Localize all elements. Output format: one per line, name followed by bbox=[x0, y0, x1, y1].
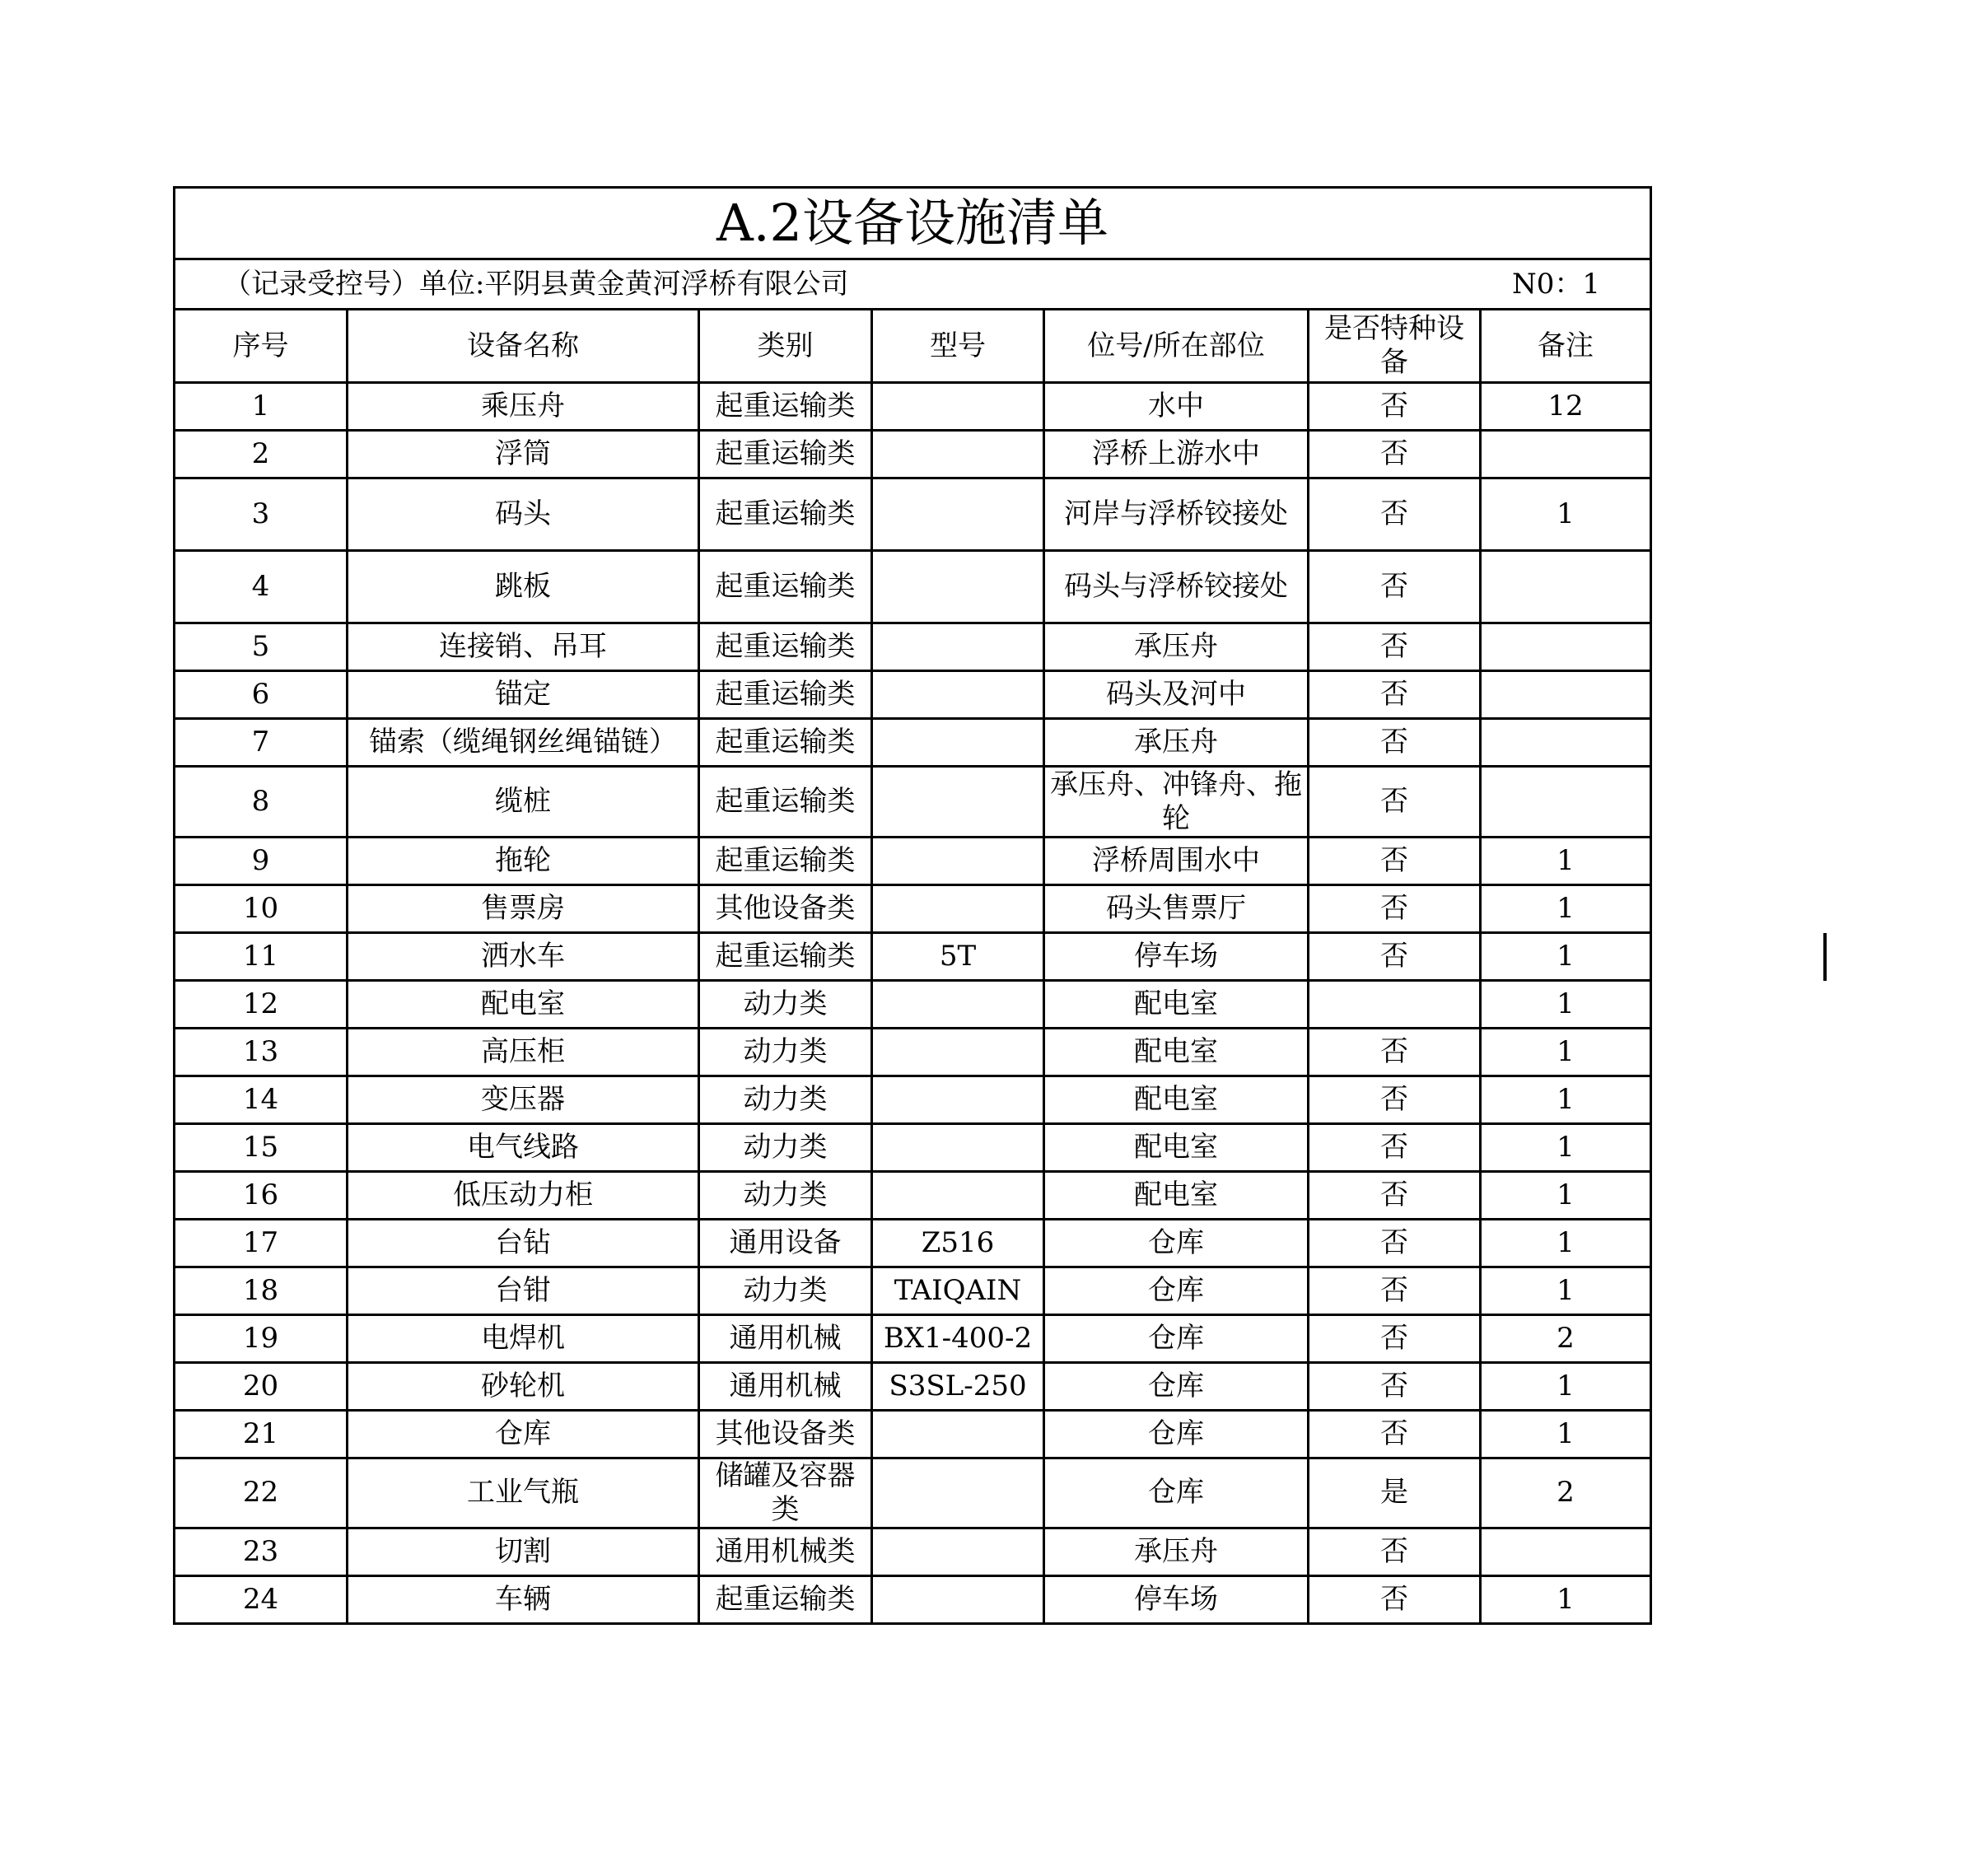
cell-special: 是 bbox=[1309, 1458, 1481, 1528]
cell-location: 仓库 bbox=[1044, 1220, 1309, 1267]
cell-no: 20 bbox=[175, 1363, 348, 1411]
cell-no: 4 bbox=[175, 551, 348, 623]
cell-remark: 1 bbox=[1481, 981, 1651, 1029]
cell-name: 电焊机 bbox=[348, 1315, 699, 1363]
table-row bbox=[175, 719, 1651, 767]
cell-name: 砂轮机 bbox=[348, 1363, 699, 1411]
table-row bbox=[175, 1172, 1651, 1220]
cell-model: S3SL-250 bbox=[872, 1363, 1044, 1411]
cell-category: 动力类 bbox=[699, 1172, 872, 1220]
cell-special bbox=[1309, 981, 1481, 1029]
cell-model: 5T bbox=[872, 933, 1044, 981]
cell-location: 承压舟 bbox=[1044, 623, 1309, 671]
cell-category: 起重运输类 bbox=[699, 383, 872, 431]
cell-name: 锚定 bbox=[348, 671, 699, 719]
table-row bbox=[175, 1029, 1651, 1076]
cell-model bbox=[872, 1411, 1044, 1458]
cell-location: 仓库 bbox=[1044, 1267, 1309, 1315]
cell-model bbox=[872, 1029, 1044, 1076]
cell-location: 停车场 bbox=[1044, 1575, 1309, 1623]
table-row bbox=[175, 981, 1651, 1029]
cell-remark bbox=[1481, 431, 1651, 478]
header-location: 位号/所在部位 bbox=[1044, 310, 1309, 383]
cell-special: 否 bbox=[1309, 1076, 1481, 1124]
sheet-title: A.2设备设施清单 bbox=[175, 188, 1651, 259]
cell-location: 停车场 bbox=[1044, 933, 1309, 981]
cell-category: 起重运输类 bbox=[699, 431, 872, 478]
cell-special: 否 bbox=[1309, 1528, 1481, 1575]
cell-model bbox=[872, 478, 1044, 551]
cell-location: 仓库 bbox=[1044, 1458, 1309, 1528]
cell-category: 其他设备类 bbox=[699, 1411, 872, 1458]
cell-category: 通用设备 bbox=[699, 1220, 872, 1267]
cell-model: BX1-400-2 bbox=[872, 1315, 1044, 1363]
cell-location: 仓库 bbox=[1044, 1315, 1309, 1363]
cell-remark: 1 bbox=[1481, 1076, 1651, 1124]
cell-location: 配电室 bbox=[1044, 1029, 1309, 1076]
cell-no: 6 bbox=[175, 671, 348, 719]
cell-name: 锚索（缆绳钢丝绳锚链） bbox=[348, 719, 699, 767]
cell-remark: 1 bbox=[1481, 933, 1651, 981]
cell-name: 切割 bbox=[348, 1528, 699, 1575]
cell-location: 浮桥周围水中 bbox=[1044, 838, 1309, 885]
cell-no: 17 bbox=[175, 1220, 348, 1267]
cell-model bbox=[872, 1458, 1044, 1528]
cell-category: 起重运输类 bbox=[699, 767, 872, 838]
cell-model: TAIQAIN bbox=[872, 1267, 1044, 1315]
cell-no: 22 bbox=[175, 1458, 348, 1528]
cell-model bbox=[872, 1124, 1044, 1172]
cell-category: 储罐及容器类 bbox=[699, 1458, 872, 1528]
cell-model bbox=[872, 719, 1044, 767]
cell-no: 10 bbox=[175, 885, 348, 933]
header-no: 序号 bbox=[175, 310, 348, 383]
cell-special: 否 bbox=[1309, 933, 1481, 981]
equipment-list-table bbox=[173, 186, 1652, 1625]
cell-category: 通用机械 bbox=[699, 1315, 872, 1363]
table-row bbox=[175, 551, 1651, 623]
table-row bbox=[175, 1315, 1651, 1363]
cell-name: 仓库 bbox=[348, 1411, 699, 1458]
cell-no: 16 bbox=[175, 1172, 348, 1220]
table-row bbox=[175, 478, 1651, 551]
cell-no: 11 bbox=[175, 933, 348, 981]
cell-remark bbox=[1481, 719, 1651, 767]
table-row bbox=[175, 885, 1651, 933]
cell-category: 动力类 bbox=[699, 1124, 872, 1172]
cell-special: 否 bbox=[1309, 1267, 1481, 1315]
cell-no: 24 bbox=[175, 1575, 348, 1623]
cell-no: 12 bbox=[175, 981, 348, 1029]
table-row bbox=[175, 1575, 1651, 1623]
cell-location: 承压舟 bbox=[1044, 719, 1309, 767]
cell-remark: 2 bbox=[1481, 1315, 1651, 1363]
cell-category: 起重运输类 bbox=[699, 671, 872, 719]
cell-remark: 1 bbox=[1481, 1575, 1651, 1623]
table-row bbox=[175, 1076, 1651, 1124]
header-remark: 备注 bbox=[1481, 310, 1651, 383]
cell-special: 否 bbox=[1309, 383, 1481, 431]
header-special: 是否特种设备 bbox=[1309, 310, 1481, 383]
cell-location: 仓库 bbox=[1044, 1363, 1309, 1411]
cell-location: 承压舟 bbox=[1044, 1528, 1309, 1575]
unit-label: （记录受控号）单位:平阴县黄金黄河浮桥有限公司 bbox=[223, 267, 849, 301]
header-name: 设备名称 bbox=[348, 310, 699, 383]
cell-special: 否 bbox=[1309, 623, 1481, 671]
cell-name: 跳板 bbox=[348, 551, 699, 623]
cell-location: 配电室 bbox=[1044, 1076, 1309, 1124]
cell-special: 否 bbox=[1309, 838, 1481, 885]
header-row bbox=[175, 310, 1651, 383]
cell-category: 起重运输类 bbox=[699, 551, 872, 623]
cell-location: 承压舟、冲锋舟、拖轮 bbox=[1044, 767, 1309, 838]
cell-no: 1 bbox=[175, 383, 348, 431]
cell-no: 23 bbox=[175, 1528, 348, 1575]
cell-special: 否 bbox=[1309, 671, 1481, 719]
cell-no: 5 bbox=[175, 623, 348, 671]
cell-no: 9 bbox=[175, 838, 348, 885]
cell-category: 起重运输类 bbox=[699, 478, 872, 551]
cell-location: 配电室 bbox=[1044, 1172, 1309, 1220]
cell-special: 否 bbox=[1309, 719, 1481, 767]
cell-remark bbox=[1481, 551, 1651, 623]
cell-name: 售票房 bbox=[348, 885, 699, 933]
cell-category: 起重运输类 bbox=[699, 623, 872, 671]
cell-category: 起重运输类 bbox=[699, 719, 872, 767]
cell-remark: 1 bbox=[1481, 1363, 1651, 1411]
cell-special: 否 bbox=[1309, 1315, 1481, 1363]
cell-location: 配电室 bbox=[1044, 1124, 1309, 1172]
cell-location: 码头及河中 bbox=[1044, 671, 1309, 719]
cell-remark: 1 bbox=[1481, 1220, 1651, 1267]
table-row bbox=[175, 1124, 1651, 1172]
cell-remark: 1 bbox=[1481, 1124, 1651, 1172]
cell-special: 否 bbox=[1309, 767, 1481, 838]
cell-model bbox=[872, 383, 1044, 431]
cell-model bbox=[872, 551, 1044, 623]
cell-category: 通用机械 bbox=[699, 1363, 872, 1411]
cell-model bbox=[872, 1575, 1044, 1623]
cell-category: 其他设备类 bbox=[699, 885, 872, 933]
cell-model bbox=[872, 981, 1044, 1029]
cell-remark: 1 bbox=[1481, 1029, 1651, 1076]
cell-special: 否 bbox=[1309, 478, 1481, 551]
cell-no: 7 bbox=[175, 719, 348, 767]
cell-special: 否 bbox=[1309, 1411, 1481, 1458]
cell-special: 否 bbox=[1309, 1363, 1481, 1411]
cell-name: 车辆 bbox=[348, 1575, 699, 1623]
cell-location: 配电室 bbox=[1044, 981, 1309, 1029]
table-row bbox=[175, 933, 1651, 981]
cell-model bbox=[872, 1076, 1044, 1124]
cell-remark bbox=[1481, 1528, 1651, 1575]
cell-no: 8 bbox=[175, 767, 348, 838]
cell-no: 2 bbox=[175, 431, 348, 478]
cell-model bbox=[872, 431, 1044, 478]
cell-name: 高压柜 bbox=[348, 1029, 699, 1076]
cell-special: 否 bbox=[1309, 1172, 1481, 1220]
cell-name: 浮筒 bbox=[348, 431, 699, 478]
cell-name: 拖轮 bbox=[348, 838, 699, 885]
table-row bbox=[175, 1458, 1651, 1528]
cell-category: 动力类 bbox=[699, 1029, 872, 1076]
cell-location: 码头售票厅 bbox=[1044, 885, 1309, 933]
header-category: 类别 bbox=[699, 310, 872, 383]
cell-model bbox=[872, 838, 1044, 885]
cell-category: 起重运输类 bbox=[699, 838, 872, 885]
info-row bbox=[175, 259, 1651, 310]
cell-name: 工业气瓶 bbox=[348, 1458, 699, 1528]
cell-no: 3 bbox=[175, 478, 348, 551]
cell-special: 否 bbox=[1309, 1575, 1481, 1623]
cell-category: 起重运输类 bbox=[699, 1575, 872, 1623]
cell-location: 水中 bbox=[1044, 383, 1309, 431]
table-row bbox=[175, 838, 1651, 885]
table-row bbox=[175, 671, 1651, 719]
cell-special: 否 bbox=[1309, 1124, 1481, 1172]
cell-no: 19 bbox=[175, 1315, 348, 1363]
cell-model bbox=[872, 1172, 1044, 1220]
cell-model bbox=[872, 671, 1044, 719]
header-model: 型号 bbox=[872, 310, 1044, 383]
cell-name: 码头 bbox=[348, 478, 699, 551]
cell-location: 码头与浮桥铰接处 bbox=[1044, 551, 1309, 623]
cell-name: 配电室 bbox=[348, 981, 699, 1029]
cell-location: 河岸与浮桥铰接处 bbox=[1044, 478, 1309, 551]
cell-remark: 1 bbox=[1481, 885, 1651, 933]
record-number: N0：1 bbox=[1511, 267, 1600, 301]
cell-category: 动力类 bbox=[699, 1267, 872, 1315]
table-row bbox=[175, 1411, 1651, 1458]
cell-model bbox=[872, 885, 1044, 933]
cell-name: 台钻 bbox=[348, 1220, 699, 1267]
table-row bbox=[175, 1267, 1651, 1315]
cell-model bbox=[872, 623, 1044, 671]
cell-remark: 1 bbox=[1481, 1267, 1651, 1315]
cell-special: 否 bbox=[1309, 551, 1481, 623]
table-row bbox=[175, 383, 1651, 431]
table-row bbox=[175, 1363, 1651, 1411]
cell-name: 缆桩 bbox=[348, 767, 699, 838]
cell-location: 仓库 bbox=[1044, 1411, 1309, 1458]
cell-special: 否 bbox=[1309, 431, 1481, 478]
cell-category: 通用机械类 bbox=[699, 1528, 872, 1575]
cell-category: 动力类 bbox=[699, 1076, 872, 1124]
cell-no: 21 bbox=[175, 1411, 348, 1458]
cell-name: 乘压舟 bbox=[348, 383, 699, 431]
table-row bbox=[175, 623, 1651, 671]
cell-remark: 12 bbox=[1481, 383, 1651, 431]
cell-special: 否 bbox=[1309, 1220, 1481, 1267]
cell-special: 否 bbox=[1309, 885, 1481, 933]
cell-no: 14 bbox=[175, 1076, 348, 1124]
cell-remark: 1 bbox=[1481, 478, 1651, 551]
cell-category: 起重运输类 bbox=[699, 933, 872, 981]
cell-name: 低压动力柜 bbox=[348, 1172, 699, 1220]
cell-remark: 2 bbox=[1481, 1458, 1651, 1528]
table-row bbox=[175, 1220, 1651, 1267]
cell-no: 15 bbox=[175, 1124, 348, 1172]
cell-remark: 1 bbox=[1481, 1172, 1651, 1220]
table-row bbox=[175, 431, 1651, 478]
cell-model: Z516 bbox=[872, 1220, 1044, 1267]
cell-name: 台钳 bbox=[348, 1267, 699, 1315]
cell-name: 电气线路 bbox=[348, 1124, 699, 1172]
cell-special: 否 bbox=[1309, 1029, 1481, 1076]
cell-no: 13 bbox=[175, 1029, 348, 1076]
cell-model bbox=[872, 1528, 1044, 1575]
cell-remark: 1 bbox=[1481, 1411, 1651, 1458]
table-row bbox=[175, 1528, 1651, 1575]
cell-remark bbox=[1481, 767, 1651, 838]
cell-name: 连接销、吊耳 bbox=[348, 623, 699, 671]
cell-category: 动力类 bbox=[699, 981, 872, 1029]
cell-remark: 1 bbox=[1481, 838, 1651, 885]
cell-no: 18 bbox=[175, 1267, 348, 1315]
table-row bbox=[175, 767, 1651, 838]
cell-remark bbox=[1481, 671, 1651, 719]
cell-name: 变压器 bbox=[348, 1076, 699, 1124]
cell-model bbox=[872, 767, 1044, 838]
cell-name: 洒水车 bbox=[348, 933, 699, 981]
cell-location: 浮桥上游水中 bbox=[1044, 431, 1309, 478]
text-cursor bbox=[1823, 933, 1827, 981]
cell-remark bbox=[1481, 623, 1651, 671]
